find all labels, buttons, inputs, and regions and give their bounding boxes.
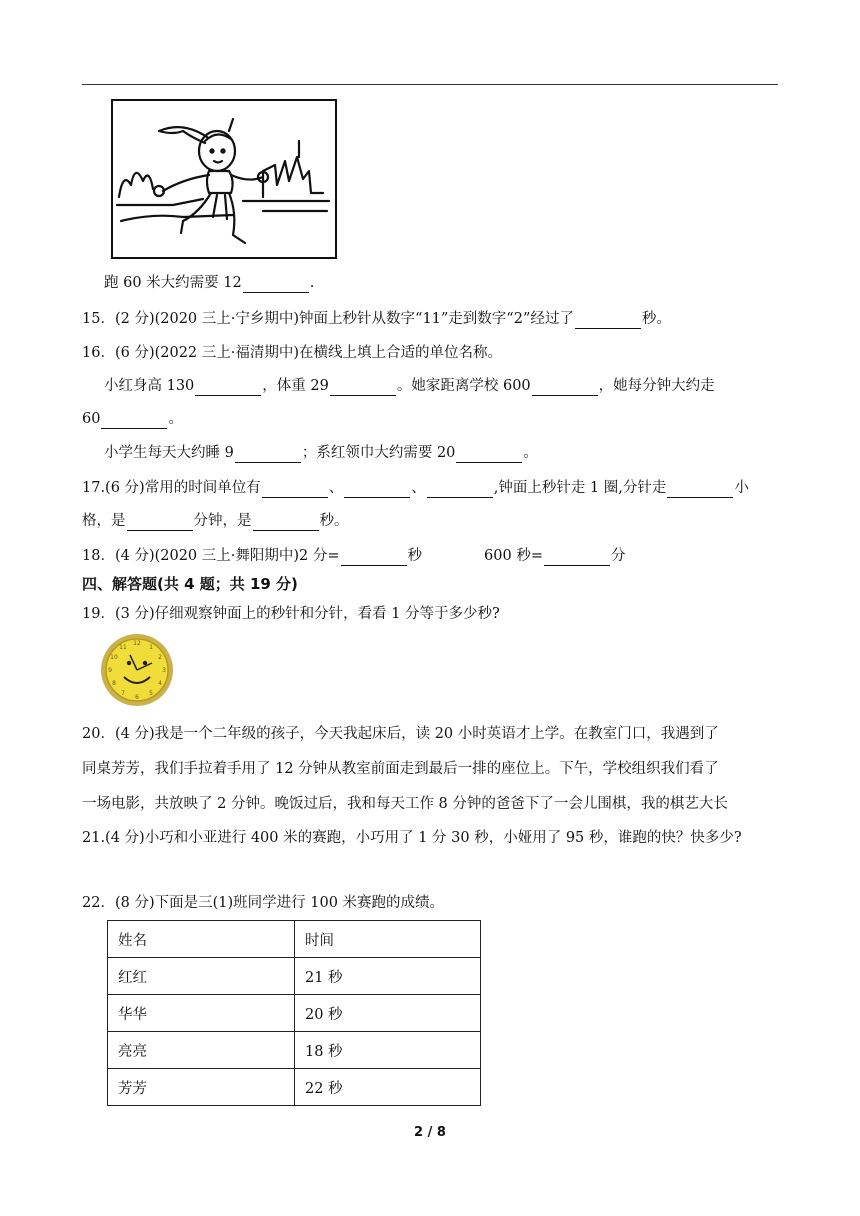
q16-period: 。 <box>168 411 183 427</box>
cell-time: 20 秒 <box>295 995 481 1032</box>
cell-name: 芳芳 <box>108 1069 295 1106</box>
running-girl-image <box>111 99 337 259</box>
q20-line1: 20．(4 分)我是一个二年级的孩子，今天我起床后，读 20 小时英语才上学。在教室门口，我遇到了 <box>82 726 719 742</box>
q16-blank-weight[interactable] <box>330 379 396 396</box>
q16-blank-height[interactable] <box>195 379 261 396</box>
svg-text:6: 6 <box>135 694 139 701</box>
q14-end: . <box>309 275 315 291</box>
q20-line3: 一场电影，共放映了 2 分钟。晚饭过后，我和每天工作 8 分钟的爸爸下了一会儿围棋，我的棋艺大长 <box>82 796 728 812</box>
svg-text:4: 4 <box>158 680 162 687</box>
table-row <box>108 1069 481 1106</box>
header-rule <box>82 84 778 85</box>
cell-time: 22 秒 <box>295 1069 481 1106</box>
svg-text:5: 5 <box>149 690 153 697</box>
q16-blank-scarf[interactable] <box>456 446 522 463</box>
q17-blank-2[interactable] <box>344 481 410 498</box>
q19-text: 19．(3 分)仔细观察钟面上的秒针和分针，看看 1 分等于多少秒? <box>82 606 500 622</box>
q17-blank-1[interactable] <box>262 481 328 498</box>
q14-text: 跑 60 米大约需要 12 <box>104 275 242 291</box>
svg-text:9: 9 <box>108 667 112 674</box>
header-time: 时间 <box>295 921 481 958</box>
cell-time: 18 秒 <box>295 1032 481 1069</box>
q16-blank-distance[interactable] <box>532 379 598 396</box>
q16-title <box>82 343 502 363</box>
q18-text-c: 600 秒= <box>484 548 543 564</box>
q16-sleep-text: 小学生每天大约睡 9 <box>104 445 234 461</box>
q16-blank-walk[interactable] <box>101 412 167 429</box>
page-number: 2 / 8 <box>414 1125 446 1140</box>
svg-text:8: 8 <box>112 680 116 687</box>
cell-name: 华华 <box>108 995 295 1032</box>
q14-line <box>104 273 314 293</box>
cell-time: 21 秒 <box>295 958 481 995</box>
q18-text-d: 分 <box>610 548 626 564</box>
svg-text:10: 10 <box>110 654 118 661</box>
cell-name: 红红 <box>108 958 295 995</box>
q14-blank[interactable] <box>243 276 309 293</box>
q17-blank-3[interactable] <box>427 481 493 498</box>
q17-text: 17.(6 分)常用的时间单位有 <box>82 480 261 496</box>
q16-height-text: 小红身高 130 <box>104 378 195 394</box>
section-title: 四、解答题(共 4 题；共 19 分) <box>82 575 298 593</box>
svg-text:2: 2 <box>158 654 162 661</box>
q17-text-b: ,钟面上秒针走 1 圈,分针走 <box>493 480 667 496</box>
q16-walk-text: ，她每分钟大约走 <box>598 378 715 394</box>
q19-line <box>82 604 500 624</box>
svg-text:3: 3 <box>162 667 166 674</box>
q16-line1 <box>104 376 715 396</box>
header-name: 姓名 <box>108 921 295 958</box>
q18-blank-2[interactable] <box>544 549 610 566</box>
q16-scarf-text: ；系红领巾大约需要 20 <box>301 445 456 461</box>
q16-weight-text: ，体重 29 <box>262 378 329 394</box>
q18-blank-1[interactable] <box>341 549 407 566</box>
q16-blank-sleep[interactable] <box>235 446 301 463</box>
q16-text: 16．(6 分)(2022 三上·福清期中)在横线上填上合适的单位名称。 <box>82 345 503 361</box>
race-results-table <box>107 920 481 1106</box>
q16-end: 。 <box>523 445 538 461</box>
q17-line2 <box>82 511 349 531</box>
svg-text:12: 12 <box>133 640 141 647</box>
q20-line2: 同桌芳芳，我们手拉着手用了 12 分钟从教室前面走到最后一排的座位上。下午，学校组织我们看了 <box>82 761 719 777</box>
q16-distance-text: 。她家距离学校 600 <box>396 378 531 394</box>
svg-text:1: 1 <box>149 644 153 651</box>
q17-blank-4[interactable] <box>667 481 733 498</box>
table-row <box>108 958 481 995</box>
q15-blank[interactable] <box>575 312 641 329</box>
q15-end: 秒。 <box>641 311 671 327</box>
q17-blank-5[interactable] <box>127 514 193 531</box>
q16-walk-num: 60 <box>82 411 101 427</box>
q18-text-a: 18．(4 分)(2020 三上·舞阳期中)2 分= <box>82 548 340 564</box>
table-row <box>108 995 481 1032</box>
q21-line: 21.(4 分)小巧和小亚进行 400 米的赛跑，小巧用了 1 分 30 秒，小娅用了 95 秒，谁跑的快？快多少? <box>82 830 742 846</box>
cell-name: 亮亮 <box>108 1032 295 1069</box>
q18-line <box>82 546 625 566</box>
svg-text:7: 7 <box>121 690 125 697</box>
q17-blank-6[interactable] <box>253 514 319 531</box>
q17-text-c: 小 <box>734 480 749 496</box>
q17-text-d: 格，是 <box>82 513 126 529</box>
q17-line1 <box>82 478 749 498</box>
q17-sep2: 、 <box>411 480 426 496</box>
q18-text-b: 秒 <box>407 548 423 564</box>
q16-line3 <box>104 443 538 463</box>
table-row <box>108 1032 481 1069</box>
q17-text-e: 分钟，是 <box>193 513 252 529</box>
clock-image <box>100 633 174 707</box>
q17-text-f: 秒。 <box>319 513 349 529</box>
q22-line: 22．(8 分)下面是三(1)班同学进行 100 米赛跑的成绩。 <box>82 895 445 911</box>
q15-line <box>82 309 671 329</box>
table-header-row <box>108 921 481 958</box>
q15-text: 15．(2 分)(2020 三上·宁乡期中)钟面上秒针从数字“11”走到数字“2”经过了 <box>82 311 574 327</box>
svg-text:11: 11 <box>119 644 127 651</box>
q16-line2 <box>82 409 183 429</box>
q17-sep1: 、 <box>328 480 344 496</box>
